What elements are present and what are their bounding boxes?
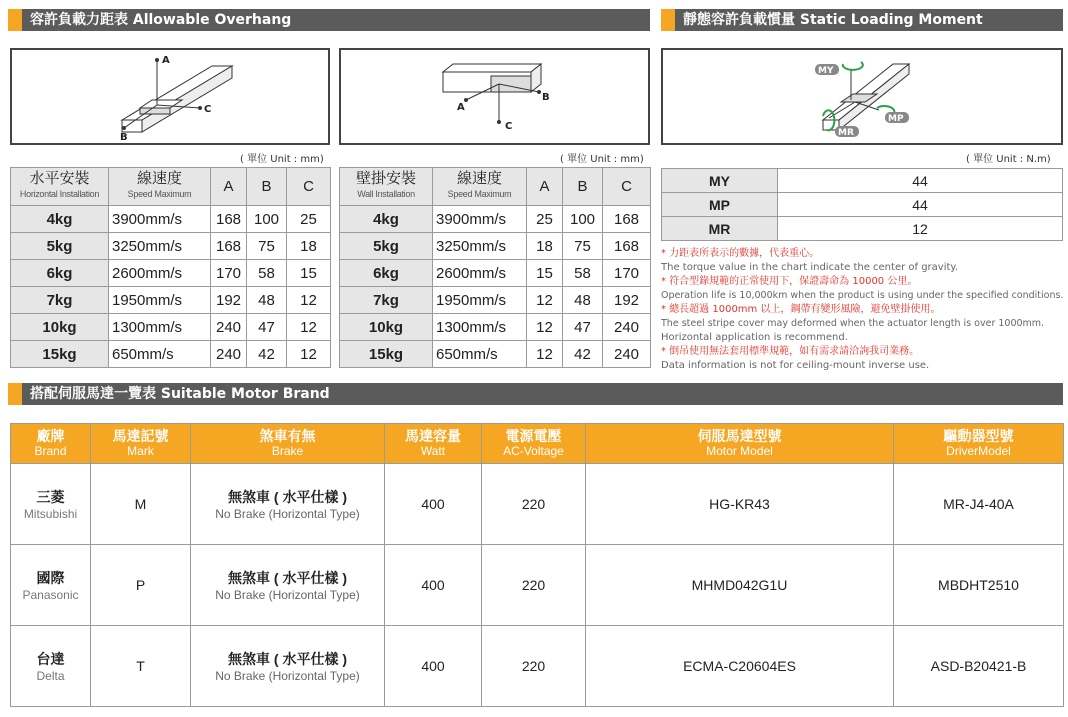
table-row: 5kg 3250mm/s 168 75 18 <box>11 233 331 260</box>
diagram-label-c: C <box>505 121 513 132</box>
horizontal-overhang-table <box>10 167 331 368</box>
note-line: The torque value in the chart indicate the center of gravity. <box>661 262 959 273</box>
table-row: 7kg 1950mm/s 192 48 12 <box>11 287 331 314</box>
table-row: 15kg 650mm/s 240 42 12 <box>11 341 331 368</box>
notes <box>661 247 1066 373</box>
col-header-driver-model: 驅動器型號 DriverModel <box>894 424 1064 464</box>
note-line: Horizontal application is recommend. <box>661 332 848 343</box>
note-line: * 力距表所表示的數據，代表重心。 <box>661 248 820 259</box>
note-line: Operation life is 10,000km when the product is using under the specified conditions. <box>661 290 1064 301</box>
col-header-a: A <box>211 168 247 206</box>
diagram-label-a: A <box>162 55 170 66</box>
col-header-motor-model: 伺服馬達型號 Motor Model <box>586 424 894 464</box>
moment-header: 靜態容許負載慣量 Static Loading Moment <box>661 9 1063 31</box>
table-row: 5kg 3250mm/s 18 75 168 <box>340 233 651 260</box>
col-header-speed: 線速度 Speed Maximum <box>109 168 211 206</box>
diagram-label-b: B <box>542 92 550 103</box>
table-row: 4kg 3900mm/s 25 100 168 <box>340 206 651 233</box>
table-row: 國際 Panasonic P 無煞車 ( 水平仕樣 ) No Brake (Horizontal Type) 400 220 MHMD042G1U MBDHT2510 <box>11 545 1064 626</box>
unit-note-horizontal: ( 單位 Unit : mm) <box>240 154 324 165</box>
note-line: * 符合型錄規範的正常使用下，保證壽命為 10000 公里。 <box>661 276 918 287</box>
moment-label-mr: MR <box>838 128 854 138</box>
col-header-c: C <box>287 168 331 206</box>
col-header-b: B <box>247 168 287 206</box>
note-line: Data information is not for ceiling-mount inverse use. <box>661 360 930 371</box>
col-header-b: B <box>563 168 603 206</box>
overhang-header: 容許負載力距表 Allowable Overhang <box>8 9 650 31</box>
diagram-label-a: A <box>457 102 465 113</box>
table-row: 6kg 2600mm/s 170 58 15 <box>11 260 331 287</box>
note-line: * 總長超過 1000mm 以上，鋼帶有變形風險，避免壁掛使用。 <box>661 304 941 315</box>
table-row: MY 44 <box>662 169 1063 193</box>
unit-note-moment: ( 單位 Unit : N.m) <box>966 154 1051 165</box>
moment-label-mp: MP <box>888 114 904 124</box>
diagram-label-b: B <box>120 132 128 143</box>
wall-overhang-diagram <box>339 48 650 145</box>
moment-diagram <box>661 48 1063 145</box>
unit-note-wall: ( 單位 Unit : mm) <box>560 154 644 165</box>
horizontal-overhang-diagram <box>10 48 330 145</box>
diagram-label-c: C <box>204 104 212 115</box>
table-row: 4kg 3900mm/s 168 100 25 <box>11 206 331 233</box>
motor-brand-table <box>10 423 1064 707</box>
motor-header: 搭配伺服馬達一覽表 Suitable Motor Brand <box>8 383 1063 405</box>
col-header-a: A <box>527 168 563 206</box>
col-header-install: 壁掛安裝 Wall Installation <box>340 168 433 206</box>
wall-overhang-table <box>339 167 651 368</box>
col-header-c: C <box>603 168 651 206</box>
table-row: 7kg 1950mm/s 12 48 192 <box>340 287 651 314</box>
moment-label-my: MY <box>818 66 834 76</box>
note-line: * 倒吊使用無法套用標準規範，如有需求請洽詢我司業務。 <box>661 346 920 357</box>
table-row: 三菱 Mitsubishi M 無煞車 ( 水平仕樣 ) No Brake (Horizontal Type) 400 220 HG-KR43 MR-J4-40A <box>11 464 1064 545</box>
note-line: The steel stripe cover may deformed when the actuator length is over 1000mm. <box>661 318 1045 329</box>
col-header-speed: 線速度 Speed Maximum <box>433 168 527 206</box>
table-row: MP 44 <box>662 193 1063 217</box>
table-row: MR 12 <box>662 217 1063 241</box>
table-row: 15kg 650mm/s 12 42 240 <box>340 341 651 368</box>
col-header-voltage: 電源電壓 AC-Voltage <box>482 424 586 464</box>
table-row: 台達 Delta T 無煞車 ( 水平仕樣 ) No Brake (Horizontal Type) 400 220 ECMA-C20604ES ASD-B20421-B <box>11 626 1064 707</box>
col-header-mark: 馬達記號 Mark <box>91 424 191 464</box>
table-row: 6kg 2600mm/s 15 58 170 <box>340 260 651 287</box>
col-header-watt: 馬達容量 Watt <box>385 424 482 464</box>
table-row: 10kg 1300mm/s 240 47 12 <box>11 314 331 341</box>
col-header-brand: 廠牌 Brand <box>11 424 91 464</box>
table-row: 10kg 1300mm/s 12 47 240 <box>340 314 651 341</box>
col-header-brake: 煞車有無 Brake <box>191 424 385 464</box>
static-moment-table <box>661 168 1063 241</box>
col-header-install: 水平安裝 Horizontal Installation <box>11 168 109 206</box>
